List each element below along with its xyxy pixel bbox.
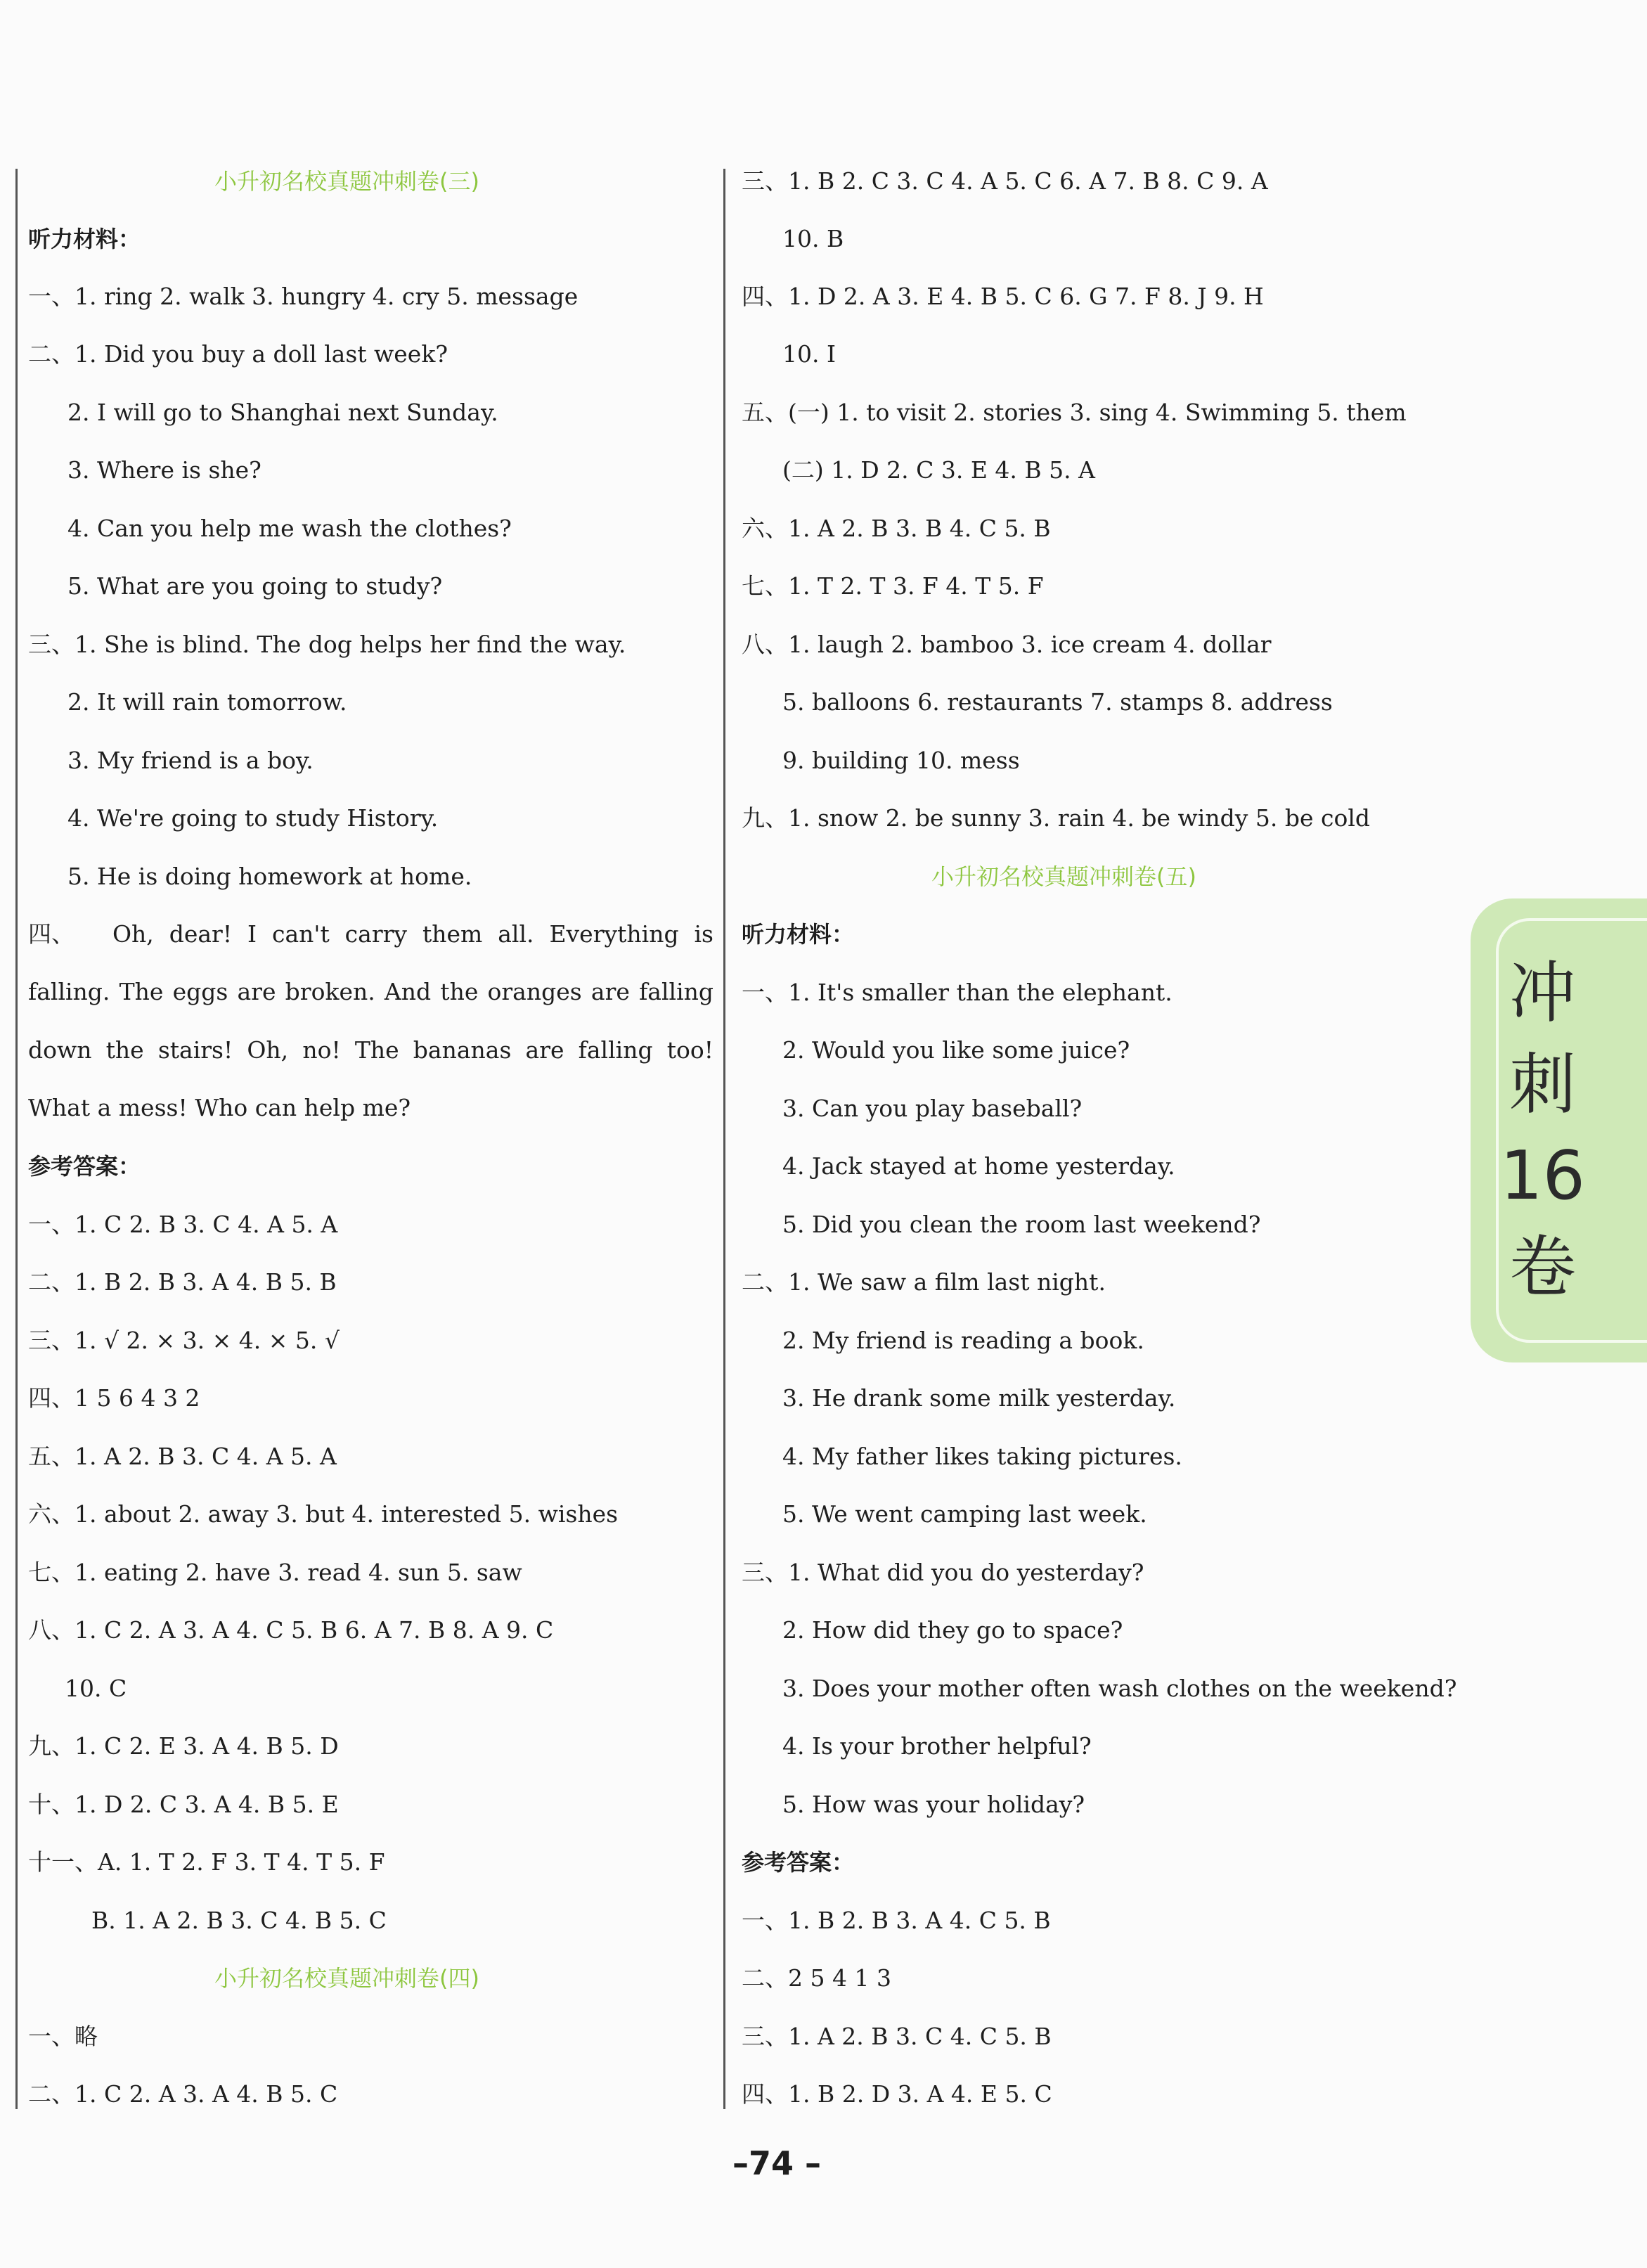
answer-line: 五、(一) 1. to visit 2. stories 3. sing 4. Swimming 5. them (742, 399, 1407, 426)
side-tab (1471, 898, 1647, 1362)
answer-line: 七、1. eating 2. have 3. read 4. sun 5. saw (28, 1559, 522, 1586)
answer-line: 三、1. B 2. C 3. C 4. A 5. C 6. A 7. B 8. C 9. A (742, 167, 1268, 195)
listening-line: 2. My friend is reading a book. (782, 1327, 1144, 1354)
answer-line: 二、1. C 2. A 3. A 4. B 5. C (28, 2080, 338, 2108)
listening-line: 三、1. She is blind. The dog helps her find the way. (28, 631, 626, 658)
answer-line: 四、1. B 2. D 3. A 4. E 5. C (742, 2080, 1052, 2108)
page-number: –74 – (732, 2144, 822, 2182)
section-title-three: 小升初名校真题冲刺卷(三) (214, 168, 479, 195)
answer-line: 五、1. A 2. B 3. C 4. A 5. A (28, 1443, 337, 1470)
side-tab-char: 冲 (1509, 955, 1576, 1032)
answer-line: 四、1. D 2. A 3. E 4. B 5. C 6. G 7. F 8. J 9. H (742, 283, 1264, 310)
listening-line: 5. We went camping last week. (782, 1500, 1147, 1528)
answer-line: 三、1. √ 2. × 3. × 4. × 5. √ (28, 1327, 340, 1354)
left-margin-rule (15, 169, 18, 2109)
listening-label: 听力材料： (28, 226, 141, 252)
answer-line: 十、1. D 2. C 3. A 4. B 5. E (28, 1791, 339, 1818)
answers-label: 参考答案： (28, 1153, 141, 1180)
side-tab-number: 16 (1500, 1138, 1585, 1215)
answer-line: 六、1. about 2. away 3. but 4. interested 5. wishes (28, 1500, 619, 1528)
listening-line: 3. My friend is a boy. (67, 747, 314, 774)
answer-line: 八、1. C 2. A 3. A 4. C 5. B 6. A 7. B 8. A 9. C (28, 1616, 554, 1644)
answer-line: 10. I (782, 340, 837, 368)
side-tab-char: 刺 (1509, 1046, 1576, 1123)
answer-line: 10. C (65, 1675, 127, 1702)
listening-line: 3. Does your mother often wash clothes on the weekend? (782, 1675, 1457, 1702)
listening-line: 2. Would you like some juice? (782, 1036, 1130, 1064)
listening-line: 4. Is your brother helpful? (782, 1732, 1092, 1760)
answers-label: 参考答案： (742, 1849, 855, 1876)
listening-line: 二、1. Did you buy a doll last week? (28, 340, 448, 368)
answer-line: B. 1. A 2. B 3. C 4. B 5. C (91, 1907, 387, 1934)
listening-line: 三、1. What did you do yesterday? (742, 1559, 1144, 1586)
answer-line: 九、1. C 2. E 3. A 4. B 5. D (28, 1732, 339, 1760)
listening-line: 4. Can you help me wash the clothes? (67, 515, 512, 542)
listening-line: 5. He is doing homework at home. (67, 863, 472, 890)
listening-line: 4. We're going to study History. (67, 804, 439, 832)
listening-line: 5. What are you going to study? (67, 572, 443, 600)
listening-line: 5. Did you clean the room last weekend? (782, 1211, 1261, 1238)
listening-line: 4. My father likes taking pictures. (782, 1443, 1182, 1470)
answer-line: 一、1. C 2. B 3. C 4. A 5. A (28, 1211, 338, 1238)
listening-line: 二、1. We saw a film last night. (742, 1268, 1106, 1296)
listening-line: 2. How did they go to space? (782, 1616, 1123, 1644)
side-tab-char: 卷 (1509, 1229, 1576, 1306)
listening-passage (28, 906, 713, 1138)
listening-line: 一、1. ring 2. walk 3. hungry 4. cry 5. message (28, 283, 579, 310)
answer-line: 八、1. laugh 2. bamboo 3. ice cream 4. dollar (742, 631, 1272, 658)
listening-line: 3. Can you play baseball? (782, 1095, 1083, 1122)
answer-line: 9. building 10. mess (782, 747, 1020, 774)
listening-line: 3. He drank some milk yesterday. (782, 1384, 1176, 1412)
answer-line: 10. B (782, 225, 844, 252)
answer-line: 二、2 5 4 1 3 (742, 1964, 891, 1992)
column-divider-rule (723, 169, 725, 2109)
answer-line: (二) 1. D 2. C 3. E 4. B 5. A (782, 456, 1095, 484)
answer-line: 九、1. snow 2. be sunny 3. rain 4. be windy 5. be cold (742, 804, 1371, 832)
listening-line: 3. Where is she? (67, 456, 261, 484)
listening-line: 一、1. It's smaller than the elephant. (742, 979, 1173, 1006)
listening-label: 听力材料： (742, 921, 855, 948)
listening-line: 2. It will rain tomorrow. (67, 688, 347, 716)
answer-line: 六、1. A 2. B 3. B 4. C 5. B (742, 515, 1051, 542)
answer-line: 二、1. B 2. B 3. A 4. B 5. B (28, 1268, 337, 1296)
listening-line: 4. Jack stayed at home yesterday. (782, 1152, 1175, 1180)
answer-line: 一、1. B 2. B 3. A 4. C 5. B (742, 1907, 1051, 1934)
listening-line: 2. I will go to Shanghai next Sunday. (67, 399, 498, 426)
side-tab-text (1471, 898, 1615, 1362)
answer-line: 七、1. T 2. T 3. F 4. T 5. F (742, 572, 1044, 600)
passage-lead: 四、 (28, 920, 75, 948)
answer-line: 一、略 (28, 2023, 98, 2050)
section-title-four: 小升初名校真题冲刺卷(四) (214, 1965, 479, 1992)
answer-line: 四、1 5 6 4 3 2 (28, 1384, 200, 1412)
answer-line: 5. balloons 6. restaurants 7. stamps 8. address (782, 688, 1333, 716)
answer-line: 三、1. A 2. B 3. C 4. C 5. B (742, 2023, 1052, 2050)
section-title-five: 小升初名校真题冲刺卷(五) (931, 863, 1196, 890)
listening-line: 5. How was your holiday? (782, 1791, 1085, 1818)
passage-text: Oh, dear! I can't carry them all. Everything is falling. The eggs are broken. And the oranges are falling down the stairs! Oh, no! The bananas are falling too! What a mess! Who can help me? (28, 920, 713, 1122)
answer-line: 十一、A. 1. T 2. F 3. T 4. T 5. F (28, 1848, 385, 1876)
